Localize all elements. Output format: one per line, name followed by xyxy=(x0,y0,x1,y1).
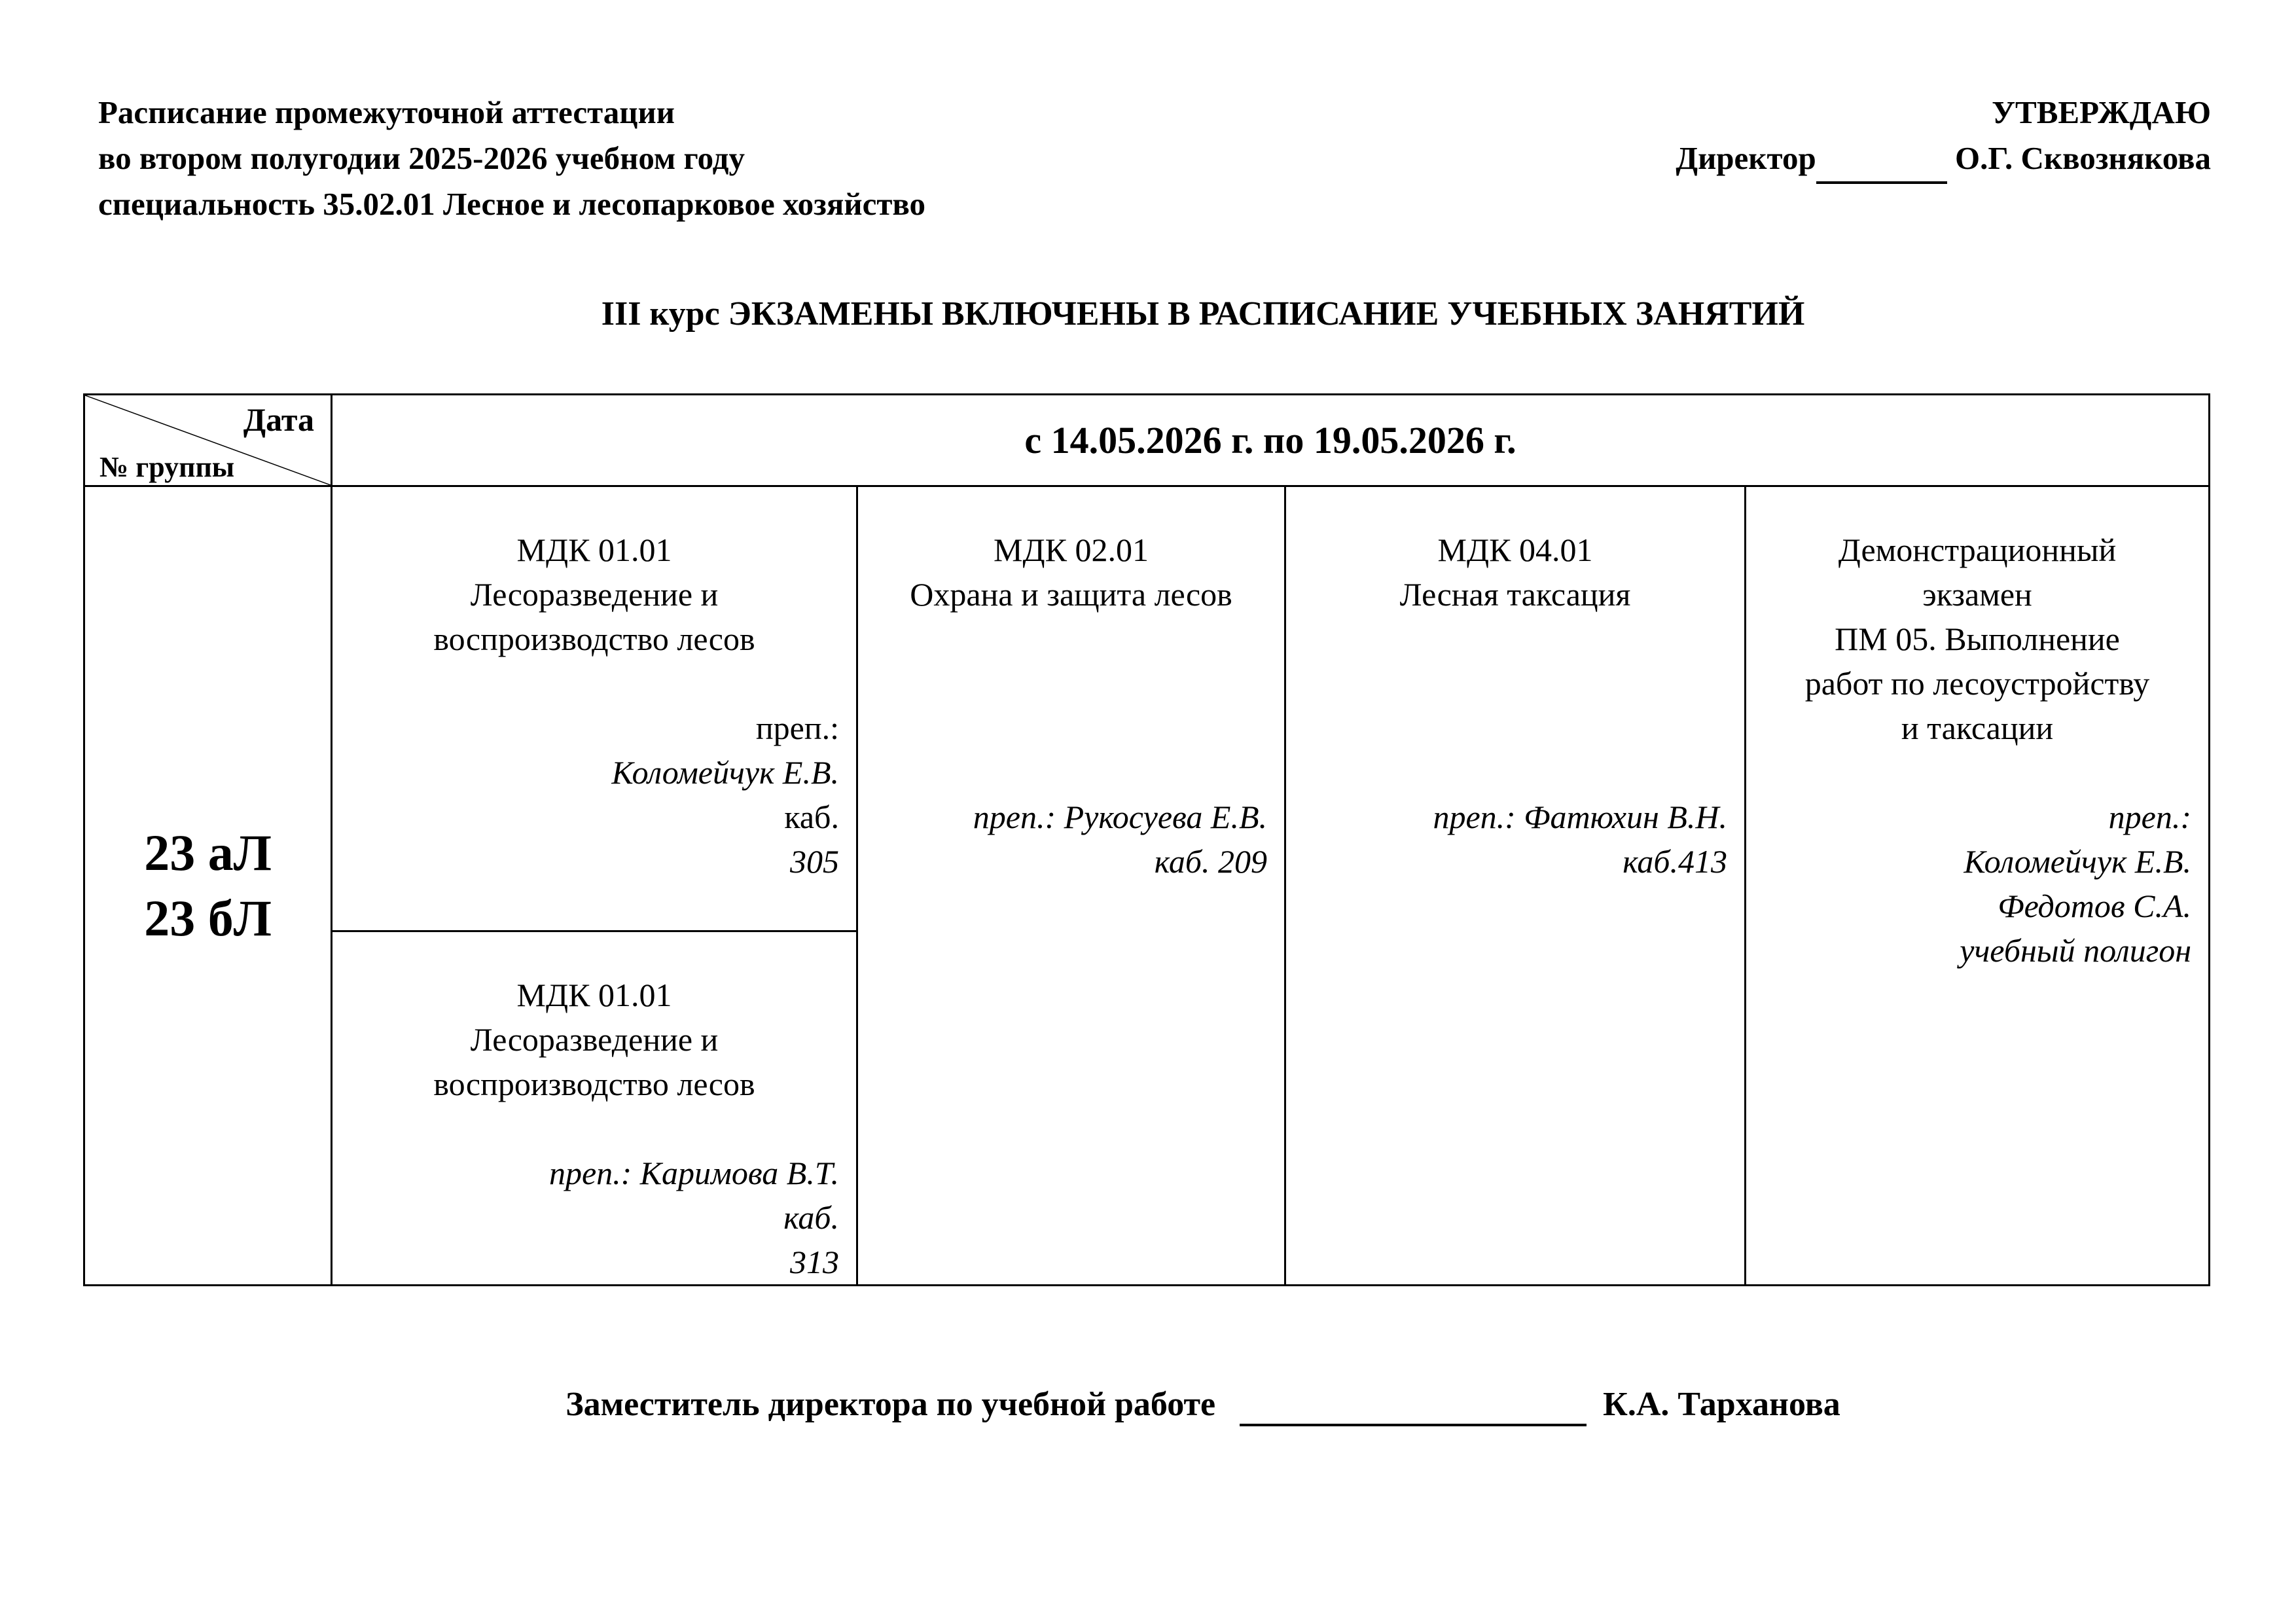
director-label: Директор xyxy=(1676,140,1816,176)
subject-line: Лесная таксация xyxy=(1399,576,1631,613)
subject-line: МДК 02.01 xyxy=(994,532,1149,568)
teacher-line: 313 xyxy=(790,1244,839,1280)
signature-line xyxy=(1240,1385,1587,1426)
subject-line: работ по лесоустройству xyxy=(1804,665,2150,702)
period-header: с 14.05.2026 г. по 19.05.2026 г. xyxy=(332,395,2210,486)
director-line xyxy=(1676,135,2211,184)
corner-cell xyxy=(84,395,332,486)
subject-line: МДК 01.01 xyxy=(516,532,672,568)
subject-line: МДК 01.01 xyxy=(516,977,672,1013)
exam-cell-mdk0401 xyxy=(1285,486,1746,1286)
exam-cell-mdk0101-b xyxy=(332,931,857,1286)
director-signature-line xyxy=(1816,135,1947,184)
course-line: III курс ЭКЗАМЕНЫ ВКЛЮЧЕНЫ В РАСПИСАНИЕ УЧЕБНЫХ ЗАНЯТИЙ xyxy=(601,295,1805,333)
corner-group-label: № группы xyxy=(99,451,235,483)
signature-name: К.А. Тарханова xyxy=(1603,1386,1840,1423)
subject-line: Лесоразведение и xyxy=(470,576,719,613)
title-line: во втором полугодии 2025-2026 учебном году xyxy=(98,140,745,176)
corner-date-label: Дата xyxy=(243,401,314,438)
group-name: 23 аЛ xyxy=(144,824,272,881)
title-line: специальность 35.02.01 Лесное и лесопарковое хозяйство xyxy=(98,186,926,222)
exam-cell-mdk0101-a xyxy=(332,486,857,931)
teacher-line: преп.: xyxy=(2108,799,2192,835)
group-cell xyxy=(84,486,332,1286)
teacher-name: Коломейчук Е.В. xyxy=(611,754,839,791)
schedule-table xyxy=(83,393,2210,1286)
deputy-signature xyxy=(0,1385,2296,1426)
teacher-line: каб.413 xyxy=(1623,843,1727,880)
teacher-line: преп.: Каримова В.Т. xyxy=(548,1155,839,1191)
exam-cell-mdk0201 xyxy=(857,486,1285,1286)
approve-label: УТВЕРЖДАЮ xyxy=(1992,94,2211,130)
approval-block xyxy=(1676,90,2211,184)
teacher-line: каб. xyxy=(783,1199,839,1236)
subject-line: воспроизводство лесов xyxy=(433,1066,755,1102)
title-line: Расписание промежуточной аттестации xyxy=(98,94,675,130)
teacher-line: преп.: Фатюхин В.Н. xyxy=(1433,799,1727,835)
teacher-line: Федотов С.А. xyxy=(1998,888,2192,924)
room-number: 305 xyxy=(790,843,839,880)
subject-line: воспроизводство лесов xyxy=(433,621,755,657)
teacher-line: преп.: Рукосуева Е.В. xyxy=(973,799,1267,835)
group-name: 23 бЛ xyxy=(144,890,272,947)
signature-label: Заместитель директора по учебной работе xyxy=(565,1386,1216,1423)
teacher-label: преп.: xyxy=(755,710,839,746)
subject-line: экзамен xyxy=(1922,576,2032,613)
document-title xyxy=(98,90,925,227)
director-name: О.Г. Сквознякова xyxy=(1954,140,2211,176)
teacher-line: Коломейчук Е.В. xyxy=(1964,843,2192,880)
subject-line: ПМ 05. Выполнение xyxy=(1835,621,2120,657)
subject-line: Демонстрационный xyxy=(1838,532,2117,568)
subject-line: Охрана и защита лесов xyxy=(910,576,1232,613)
exam-cell-demo-exam xyxy=(1746,486,2210,1286)
teacher-line: учебный полигон xyxy=(1960,932,2192,969)
subject-line: и таксации xyxy=(1901,710,2054,746)
room-label: каб. xyxy=(784,799,839,835)
subject-line: Лесоразведение и xyxy=(470,1021,719,1058)
teacher-line: каб. 209 xyxy=(1154,843,1267,880)
subject-line: МДК 04.01 xyxy=(1437,532,1593,568)
